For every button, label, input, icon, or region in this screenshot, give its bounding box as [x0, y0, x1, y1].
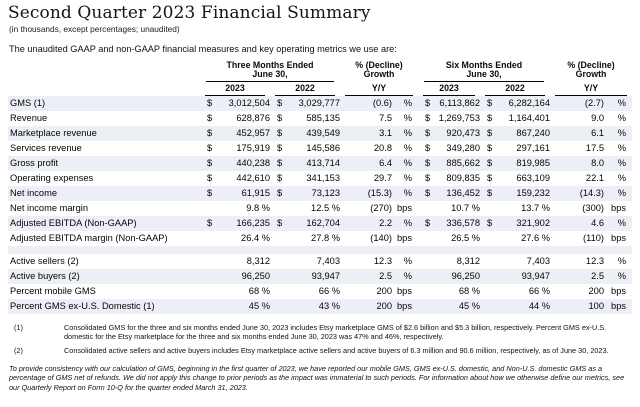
dollar-sign: $	[207, 143, 213, 154]
growth-unit: %	[617, 128, 627, 139]
table-row	[8, 96, 632, 111]
growth-unit: bps	[611, 233, 627, 244]
growth-value: (15.3)	[367, 188, 392, 199]
growth-unit: %	[617, 98, 627, 109]
cell-value: 6,282,164	[508, 98, 551, 109]
growth-value: (270)	[370, 203, 392, 214]
growth-unit: %	[403, 188, 413, 199]
row-label: Revenue	[10, 113, 48, 124]
cell-value: 413,714	[306, 158, 340, 169]
dollar-sign: $	[207, 188, 213, 199]
prefix-spacer	[270, 269, 288, 284]
prefix-spacer	[270, 284, 288, 299]
table-row	[8, 299, 632, 314]
growth-unit: %	[617, 158, 627, 169]
cell-value: 12.5 %	[311, 203, 340, 214]
cell-value: 10.7 %	[451, 203, 481, 214]
cell-value: 8,312	[246, 256, 270, 267]
growth-value: (2.7)	[584, 98, 605, 109]
dollar-sign: $	[277, 188, 283, 199]
dollar-sign: $	[425, 113, 431, 124]
spacer-row	[8, 246, 632, 254]
prefix-spacer	[418, 269, 434, 284]
cell-value: 8,312	[456, 256, 481, 267]
prefix-spacer	[200, 299, 214, 314]
year-header-ytd-2023: 2023	[423, 84, 475, 96]
growth-value: (0.6)	[372, 98, 392, 109]
cell-value: 43 %	[318, 301, 340, 312]
cell-value: 66 %	[318, 286, 340, 297]
growth-value: (300)	[582, 203, 605, 214]
growth-unit: %	[617, 218, 627, 229]
spacer-cell	[8, 246, 632, 254]
dollar-sign: $	[277, 173, 283, 184]
row-label: Active buyers (2)	[10, 271, 80, 282]
dollar-sign: $	[207, 158, 213, 169]
dollar-sign: $	[487, 188, 493, 199]
dollar-sign: $	[487, 143, 493, 154]
dollar-sign: $	[425, 143, 431, 154]
growth-value: 12.3	[373, 256, 392, 267]
growth-unit: %	[617, 113, 627, 124]
cell-value: 7,403	[316, 256, 340, 267]
dollar-sign: $	[277, 128, 283, 139]
dollar-sign: $	[277, 113, 283, 124]
table-row	[8, 171, 632, 186]
table-body	[8, 96, 632, 314]
prefix-spacer	[480, 231, 500, 246]
growth-unit: %	[403, 158, 413, 169]
prefix-spacer	[270, 201, 288, 216]
growth-unit: %	[403, 218, 413, 229]
growth-value: 8.0	[591, 158, 605, 169]
cell-value: 6,113,862	[439, 98, 481, 109]
period-header-row	[8, 61, 632, 82]
dollar-sign: $	[425, 218, 431, 229]
dollar-sign: $	[487, 218, 493, 229]
cell-value: 628,876	[236, 113, 270, 124]
table-row	[8, 284, 632, 299]
prefix-spacer	[418, 284, 434, 299]
dollar-sign: $	[277, 158, 283, 169]
dollar-sign: $	[487, 128, 493, 139]
row-label: Services revenue	[10, 143, 82, 154]
cell-value: 45 %	[248, 301, 270, 312]
year-header-ytd-2022: 2022	[485, 84, 545, 96]
growth-value: 2.5	[591, 271, 605, 282]
cell-value: 663,109	[516, 173, 551, 184]
cell-value: 297,161	[516, 143, 551, 154]
growth-value: 200	[376, 301, 392, 312]
dollar-sign: $	[207, 98, 213, 109]
dollar-sign: $	[425, 173, 431, 184]
table-row	[8, 186, 632, 201]
growth-unit: bps	[397, 233, 413, 244]
prefix-spacer	[480, 201, 500, 216]
row-label: Active sellers (2)	[10, 256, 79, 267]
footnote-text: Consolidated active sellers and active buyers includes Etsy marketplace active sellers and active buyers of 6.3 million and 90.6 million, respectively, as of June 30, 2023.	[64, 346, 609, 356]
dollar-sign: $	[425, 98, 431, 109]
table-row	[8, 126, 632, 141]
growth-value: 100	[588, 301, 605, 312]
growth-unit: %	[403, 173, 413, 184]
page-title: Second Quarter 2023 Financial Summary	[8, 3, 371, 23]
cell-value: 96,250	[241, 271, 270, 282]
growth-value: 17.5	[585, 143, 605, 154]
dollar-sign: $	[425, 128, 431, 139]
cell-value: 585,135	[306, 113, 340, 124]
cell-value: 349,280	[446, 143, 481, 154]
table-row	[8, 201, 632, 216]
prefix-spacer	[480, 254, 500, 269]
cell-value: 1,269,753	[438, 113, 481, 124]
cell-value: 26.5 %	[451, 233, 481, 244]
growth-unit: %	[403, 256, 413, 267]
cell-value: 885,662	[446, 158, 481, 169]
cell-value: 45 %	[458, 301, 481, 312]
prefix-spacer	[418, 201, 434, 216]
growth-unit: bps	[397, 286, 413, 297]
row-label: Net income	[10, 188, 58, 199]
table-row	[8, 231, 632, 246]
cell-value: 96,250	[451, 271, 481, 282]
dollar-sign: $	[425, 158, 431, 169]
cell-value: 7,403	[526, 256, 551, 267]
label-column-spacer	[8, 61, 200, 82]
cell-value: 27.6 %	[521, 233, 551, 244]
dollar-sign: $	[487, 98, 493, 109]
prefix-spacer	[200, 201, 214, 216]
growth-value: 20.8	[373, 143, 392, 154]
row-label: Percent GMS ex-U.S. Domestic (1)	[10, 301, 155, 312]
growth-unit: %	[403, 113, 413, 124]
cell-value: 13.7 %	[521, 203, 551, 214]
cell-value: 68 %	[248, 286, 270, 297]
col-group-three-months: Three Months Ended June 30,	[206, 61, 334, 82]
growth-value: (14.3)	[579, 188, 605, 199]
cell-value: 44 %	[528, 301, 551, 312]
growth-value: 6.4	[379, 158, 392, 169]
cell-value: 3,012,504	[228, 98, 270, 109]
cell-value: 26.4 %	[241, 233, 270, 244]
cell-value: 61,915	[241, 188, 270, 199]
cell-value: 68 %	[458, 286, 481, 297]
growth-value: 2.2	[379, 218, 392, 229]
yy-header-ytd: Y/Y	[555, 84, 627, 96]
cell-value: 136,452	[446, 188, 481, 199]
cell-value: 93,947	[521, 271, 551, 282]
dollar-sign: $	[277, 218, 283, 229]
prefix-spacer	[418, 254, 434, 269]
growth-unit: %	[403, 271, 413, 282]
growth-unit: %	[617, 256, 627, 267]
growth-unit: %	[403, 98, 413, 109]
footnote	[14, 323, 632, 342]
growth-unit: %	[617, 143, 627, 154]
label-column-spacer	[8, 82, 200, 96]
growth-unit: %	[617, 173, 627, 184]
dollar-sign: $	[207, 128, 213, 139]
dollar-sign: $	[277, 143, 283, 154]
footnote-text: Consolidated GMS for the three and six months ended June 30, 2023 includes Etsy marketplace GMS of $2.6 billion and $5.3 billion, respectively. Percent GMS ex-U.S. domestic for the Etsy marketplace for the three and six months ended June 30, 2023 was 47% and 46%, respectively.	[64, 322, 607, 342]
prefix-spacer	[270, 299, 288, 314]
page-subtitle: (in thousands, except percentages; unaudited)	[9, 23, 180, 34]
growth-unit: bps	[397, 203, 413, 214]
dollar-sign: $	[207, 113, 213, 124]
cell-value: 452,957	[236, 128, 270, 139]
growth-value: 200	[588, 286, 605, 297]
cell-value: 159,232	[516, 188, 551, 199]
col-group-six-months: Six Months Ended June 30,	[424, 61, 544, 82]
growth-value: 200	[376, 286, 392, 297]
cell-value: 166,235	[236, 218, 270, 229]
row-label: Adjusted EBITDA (Non-GAAP)	[10, 218, 137, 229]
row-label: Marketplace revenue	[10, 128, 97, 139]
growth-value: 12.3	[585, 256, 605, 267]
growth-unit: bps	[397, 301, 413, 312]
cell-value: 1,164,401	[508, 113, 551, 124]
dollar-sign: $	[207, 173, 213, 184]
dollar-sign: $	[487, 173, 493, 184]
table-row	[8, 269, 632, 284]
cell-value: 439,549	[306, 128, 340, 139]
table-header	[8, 61, 632, 96]
cell-value: 27.8 %	[311, 233, 340, 244]
cell-value: 9.8 %	[246, 203, 270, 214]
row-label: Percent mobile GMS	[10, 286, 96, 297]
col-group-growth-q: % (Decline) Growth	[355, 59, 403, 80]
footnotes	[8, 323, 632, 356]
prefix-spacer	[418, 299, 434, 314]
yy-header-q: Y/Y	[345, 84, 413, 96]
growth-unit: bps	[611, 286, 627, 297]
row-label: GMS (1)	[10, 98, 46, 109]
cell-value: 336,578	[446, 218, 481, 229]
metrics-definition-note: To provide consistency with our calculation of GMS, beginning in the first quarter of 2023, we have reported our mobile GMS, GMS ex-U.S. domestic, and Non-U.S. domestic GMS as a percentage of GMS net of refunds. We did not apply this change to prior periods as the impact was immaterial to such periods. For information about how we otherwise define our metrics, see our Quarterly Report on Form 10-Q for the quarter ended March 31, 2023.	[9, 363, 625, 392]
footnote-number: (2)	[14, 346, 23, 356]
prefix-spacer	[418, 231, 434, 246]
col-group-growth-ytd: % (Decline) Growth	[567, 59, 615, 80]
year-header-row	[8, 82, 632, 96]
footnote-number: (1)	[14, 322, 23, 332]
row-label: Net income margin	[10, 203, 89, 214]
growth-value: 3.1	[379, 128, 392, 139]
cell-value: 440,238	[236, 158, 270, 169]
cell-value: 819,985	[516, 158, 551, 169]
row-label: Gross profit	[10, 158, 59, 169]
footnote	[14, 346, 632, 355]
growth-value: 22.1	[585, 173, 605, 184]
cell-value: 66 %	[528, 286, 551, 297]
financial-metrics-table	[8, 61, 632, 314]
growth-value: 4.6	[591, 218, 605, 229]
growth-unit: %	[403, 143, 413, 154]
dollar-sign: $	[425, 188, 431, 199]
table-row	[8, 216, 632, 231]
prefix-spacer	[270, 254, 288, 269]
cell-value: 175,919	[236, 143, 270, 154]
cell-value: 145,586	[306, 143, 340, 154]
dollar-sign: $	[487, 113, 493, 124]
growth-value: 9.0	[591, 113, 605, 124]
dollar-sign: $	[277, 98, 283, 109]
table-row	[8, 254, 632, 269]
growth-unit: bps	[611, 301, 627, 312]
growth-value: (140)	[370, 233, 392, 244]
row-label: Adjusted EBITDA margin (Non-GAAP)	[10, 233, 168, 244]
year-header-q-2023: 2023	[205, 84, 265, 96]
prefix-spacer	[480, 284, 500, 299]
growth-value: 2.5	[379, 271, 392, 282]
cell-value: 93,947	[311, 271, 340, 282]
dollar-sign: $	[207, 218, 213, 229]
table-row	[8, 141, 632, 156]
growth-value: 7.5	[379, 113, 392, 124]
cell-value: 162,704	[306, 218, 340, 229]
intro-text: The unaudited GAAP and non-GAAP financial measures and key operating metrics we use are:	[9, 43, 397, 54]
prefix-spacer	[200, 254, 214, 269]
year-header-q-2022: 2022	[275, 84, 335, 96]
prefix-spacer	[200, 284, 214, 299]
cell-value: 920,473	[446, 128, 481, 139]
growth-unit: %	[403, 128, 413, 139]
growth-unit: bps	[611, 203, 627, 214]
growth-unit: %	[617, 271, 627, 282]
growth-unit: %	[617, 188, 627, 199]
prefix-spacer	[480, 299, 500, 314]
cell-value: 3,029,777	[298, 98, 340, 109]
growth-value: (110)	[583, 233, 605, 244]
cell-value: 442,610	[236, 173, 270, 184]
dollar-sign: $	[487, 158, 493, 169]
table-row	[8, 156, 632, 171]
growth-value: 6.1	[591, 128, 605, 139]
prefix-spacer	[270, 231, 288, 246]
prefix-spacer	[200, 269, 214, 284]
cell-value: 867,240	[516, 128, 551, 139]
cell-value: 809,835	[446, 173, 481, 184]
row-label: Operating expenses	[10, 173, 94, 184]
prefix-spacer	[200, 231, 214, 246]
prefix-spacer	[480, 269, 500, 284]
cell-value: 73,123	[311, 188, 340, 199]
cell-value: 321,902	[516, 218, 551, 229]
cell-value: 341,153	[306, 173, 340, 184]
growth-value: 29.7	[373, 173, 392, 184]
table-row	[8, 111, 632, 126]
